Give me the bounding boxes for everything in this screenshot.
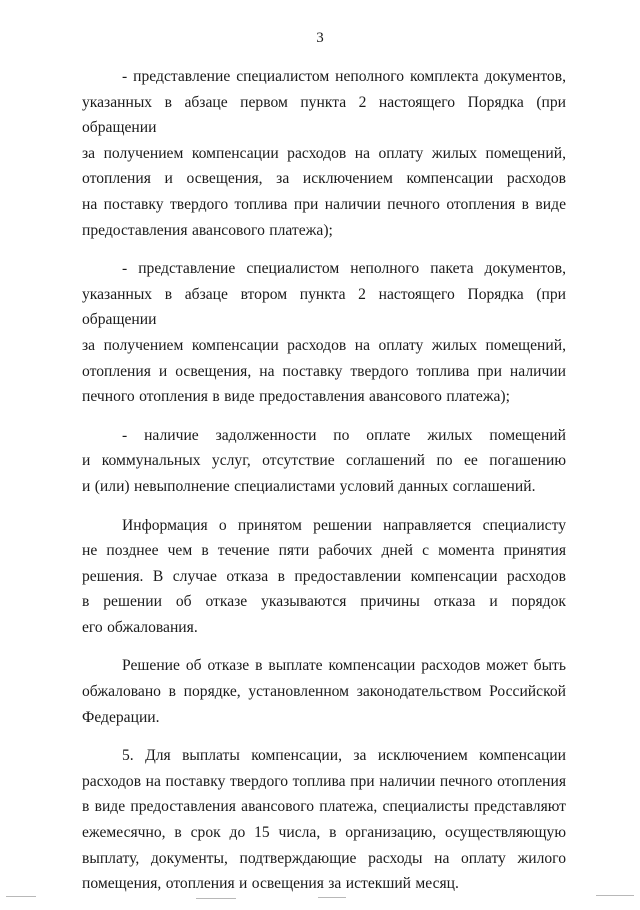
text-line: - наличие задолженности по оплате жилых помещений <box>122 426 566 444</box>
text-line: расходов на поставку твердого топлива при наличии печного отопления <box>82 772 566 790</box>
paragraph-p1 <box>82 64 566 243</box>
paragraph-p2 <box>82 256 566 410</box>
text-line: указанных в абзаце первом пункта 2 настоящего Порядка (при обращении <box>82 93 566 137</box>
text-line: его обжалования. <box>82 618 198 636</box>
text-line: предоставления авансового платежа); <box>82 221 333 239</box>
scan-artifact <box>6 896 36 897</box>
text-line: Решение об отказе в выплате компенсации расходов может быть <box>122 657 566 675</box>
text-line: отопления и освещения, на поставку твердого топлива при наличии <box>82 362 566 380</box>
scan-artifact <box>596 895 634 896</box>
text-line: решения. В случае отказа в предоставлении компенсации расходов <box>82 567 566 585</box>
paragraph-p4 <box>82 513 566 641</box>
text-line: печного отопления в виде предоставления авансового платежа); <box>82 388 510 406</box>
text-line: - представление специалистом неполного пакета документов, <box>122 260 566 278</box>
text-line: помещения, отопления и освещения за истекший месяц. <box>82 875 459 893</box>
text-line: обжаловано в порядке, установленном законодательством Российской <box>82 683 566 701</box>
text-line: за получением компенсации расходов на оплату жилых помещений, <box>82 144 566 162</box>
text-line: ежемесячно, в срок до 15 числа, в организацию, осуществляющую <box>82 824 566 842</box>
text-line: не позднее чем в течение пяти рабочих дней с момента принятия <box>82 542 566 560</box>
paragraph-p3 <box>82 423 566 500</box>
paragraph-p6 <box>82 743 566 897</box>
text-line: на поставку твердого топлива при наличии печного отопления в виде <box>82 195 566 213</box>
text-line: Информация о принятом решении направляется специалисту <box>122 516 566 534</box>
text-line: указанных в абзаце втором пункта 2 настоящего Порядка (при обращении <box>82 285 566 329</box>
text-line: и (или) невыполнение специалистами условий данных соглашений. <box>82 477 536 495</box>
text-line: в виде предоставления авансового платежа, специалисты представляют <box>82 798 566 816</box>
text-line: 5. Для выплаты компенсации, за исключением компенсации <box>122 747 566 765</box>
text-line: выплату, документы, подтверждающие расходы на оплату жилого <box>82 849 566 867</box>
text-line: отопления и освещения, за исключением компенсации расходов <box>82 170 566 188</box>
text-line: в решении об отказе указываются причины отказа и порядок <box>82 593 566 611</box>
text-line: за получением компенсации расходов на оплату жилых помещений, <box>82 336 566 354</box>
text-line: Федерации. <box>82 708 160 726</box>
text-line: и коммунальных услуг, отсутствие соглашений по ее погашению <box>82 452 566 470</box>
document-body <box>82 64 566 910</box>
scan-artifact <box>318 897 346 898</box>
page-number: 3 <box>316 30 324 46</box>
paragraph-p5 <box>82 653 566 730</box>
text-line: - представление специалистом неполного комплекта документов, <box>122 68 566 85</box>
scan-artifact <box>196 898 236 899</box>
